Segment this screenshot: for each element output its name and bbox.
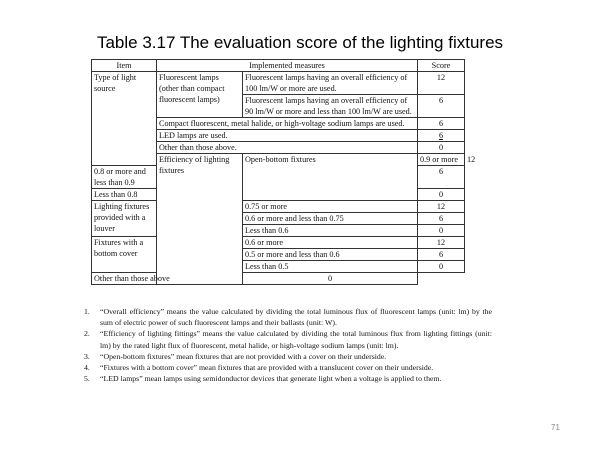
score-cell: 6 bbox=[418, 249, 465, 261]
notes-list bbox=[84, 306, 492, 384]
note-item bbox=[84, 306, 492, 328]
score-cell: 0 bbox=[418, 261, 465, 273]
group-fluorescent: Fluorescent lamps (other than compact fluorescent lamps) bbox=[157, 72, 243, 118]
measure-open-a: 0.9 or more bbox=[418, 154, 465, 166]
table-row bbox=[92, 273, 465, 285]
note-item bbox=[84, 362, 492, 373]
group-open-bottom: Open-bottom fixtures bbox=[243, 154, 418, 201]
item-efficiency: Efficiency of lighting fixtures bbox=[157, 154, 243, 285]
header-score: Score bbox=[418, 60, 465, 72]
score-cell: 6 bbox=[418, 130, 465, 142]
measure-type-other: Other than those above. bbox=[157, 142, 418, 154]
score-cell: 6 bbox=[418, 213, 465, 225]
group-louver: Lighting fixtures provided with a louver bbox=[92, 201, 157, 237]
header-measures: Implemented measures bbox=[157, 60, 418, 72]
note-number: 5. bbox=[84, 374, 90, 384]
measure-louver-c: Less than 0.6 bbox=[243, 225, 418, 237]
note-text: “Open-bottom fixtures” mean fixtures that are not provided with a cover on their underside. bbox=[100, 351, 387, 361]
note-number: 1. bbox=[84, 307, 90, 316]
measure-open-c: Less than 0.8 bbox=[92, 189, 157, 201]
table-row bbox=[92, 237, 465, 249]
score-cell: 12 bbox=[418, 201, 465, 213]
measure-cover-c: Less than 0.5 bbox=[243, 261, 418, 273]
note-number: 3. bbox=[84, 351, 90, 361]
measure-louver-b: 0.6 or more and less than 0.75 bbox=[243, 213, 418, 225]
note-item bbox=[84, 328, 492, 350]
score-cell: 6 bbox=[418, 118, 465, 130]
score-cell: 12 bbox=[418, 237, 465, 249]
item-type-of-light-source: Type of light source bbox=[92, 72, 157, 166]
score-cell: 0 bbox=[418, 142, 465, 154]
measure-fluor-100: Fluorescent lamps having an overall efficiency of 100 lm/W or more are used. bbox=[243, 72, 418, 95]
note-number: 2. bbox=[84, 329, 90, 339]
header-item: Item bbox=[92, 60, 157, 72]
note-text: “LED lamps” mean lamps using semidonductor devices that generate light when a voltage is applied to them. bbox=[100, 374, 442, 384]
score-cell: 0 bbox=[418, 189, 465, 201]
note-text: “Overall efficiency” means the value calculated by dividing the total luminous flux of fluorescent lamps (unit: lm) by the sum of electric power of such fluorescent lamps and their ballasts (unit: W). bbox=[100, 307, 492, 328]
score-cell: 6 bbox=[418, 166, 465, 189]
page-title: Table 3.17 The evaluation score of the lighting fixtures bbox=[96, 33, 504, 52]
table-row: Efficiency of lighting fixtures Open-bottom fixtures 0.9 or more 12 bbox=[92, 154, 465, 166]
evaluation-table bbox=[91, 59, 476, 285]
score-cell: 6 bbox=[418, 95, 465, 118]
score-cell: 12 bbox=[418, 72, 465, 95]
note-number: 4. bbox=[84, 363, 90, 373]
measure-cover-a: 0.6 or more bbox=[243, 237, 418, 249]
page-number: 71 bbox=[551, 423, 560, 432]
table-row bbox=[92, 201, 465, 213]
table-row bbox=[92, 72, 465, 95]
note-text: “Efficiency of lighting fittings” means the value calculated by dividing the total luminous flux from lighting fittings (unit: lm) by the rated light flux of fluorescent, metal halide, or high-voltage sodium lamps (unit: lm). bbox=[100, 329, 492, 350]
note-text: “Fixtures with a bottom cover” mean fixtures that are provided with a translucent cover on their underside. bbox=[100, 363, 434, 373]
measure-compact: Compact fluorescent, metal halide, or high-voltage sodium lamps are used. bbox=[157, 118, 418, 130]
table-header-row bbox=[92, 60, 465, 72]
note-item bbox=[84, 351, 492, 362]
group-bottom-cover: Fixtures with a bottom cover bbox=[92, 237, 157, 273]
measure-fluor-90: Fluorescent lamps having an overall efficiency of 90 lm/W or more and less than 100 lm/W are used. bbox=[243, 95, 418, 118]
measure-cover-b: 0.5 or more and less than 0.6 bbox=[243, 249, 418, 261]
measure-louver-a: 0.75 or more bbox=[243, 201, 418, 213]
score-cell: 0 bbox=[418, 225, 465, 237]
measure-open-b: 0.8 or more and less than 0.9 bbox=[92, 166, 157, 189]
measure-eff-other: Other than those above bbox=[92, 273, 243, 285]
measure-led: LED lamps are used. bbox=[157, 130, 418, 142]
score-cell: 0 bbox=[243, 273, 418, 285]
note-item bbox=[84, 373, 492, 384]
